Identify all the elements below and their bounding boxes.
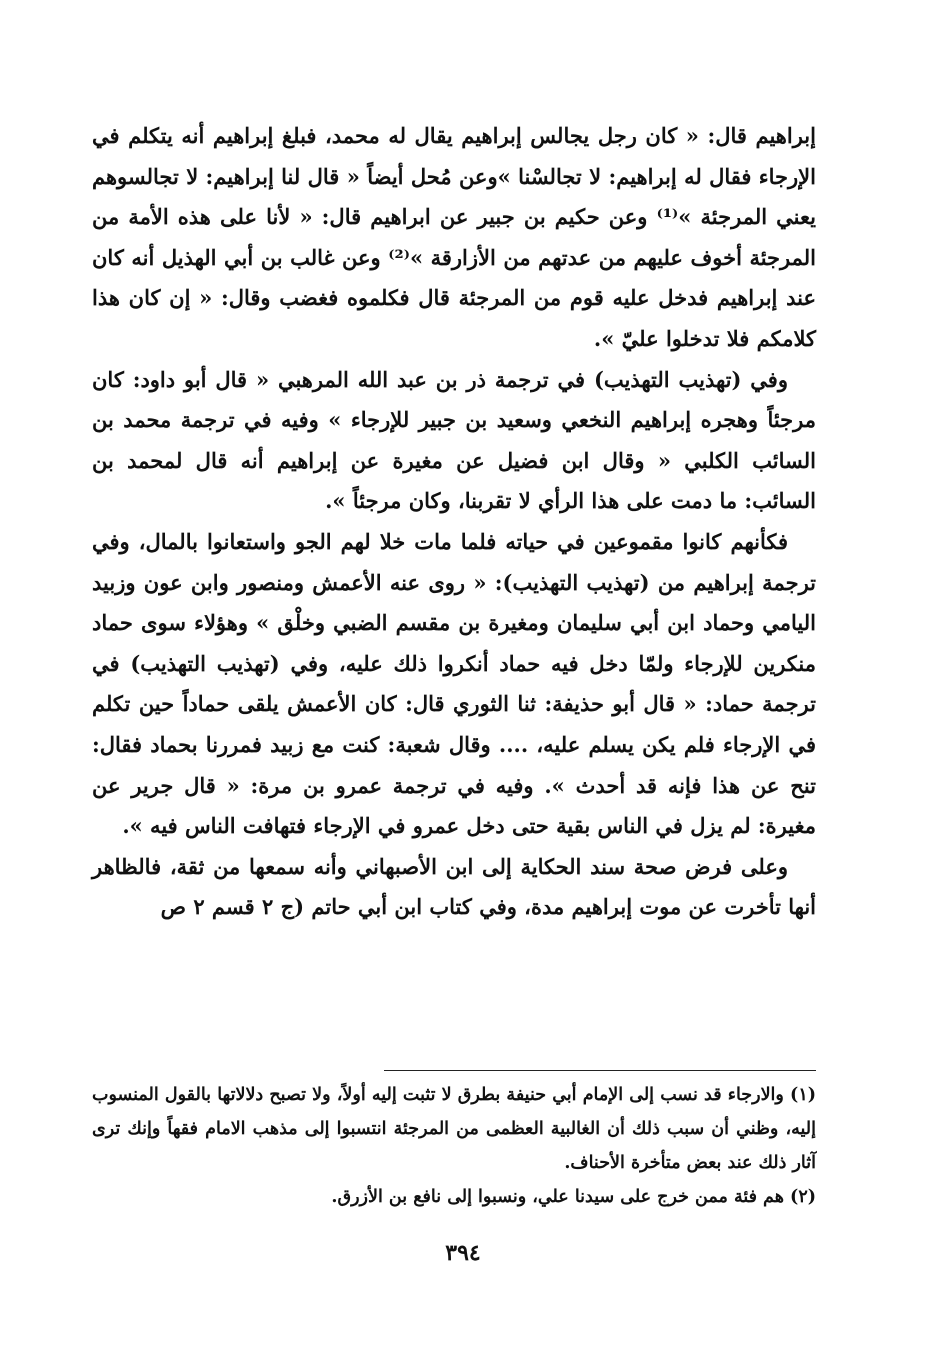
body-paragraph-4: وعلى فرض صحة سند الحكاية إلى ابن الأصبهاني وأنه سمعها من ثقة، فالظاهر أنها تأخرت عن موت إبراهيم مدة، وفي كتاب ابن أبي حاتم (ج ٢ قسم ٢ ص	[92, 853, 816, 920]
footnote-divider	[384, 1070, 816, 1071]
page-number: ٣٩٤	[445, 1240, 481, 1266]
footnotes	[92, 1078, 816, 1214]
body-paragraph-1: إبراهيم قال: « كان رجل يجالس إبراهيم يقال له محمد، فبلغ إبراهيم أنه يتكلم في الإرجاء فقال له إبراهيم: لا تجالسْنا »وعن مُحل أيضاً « قال لنا إبراهيم: لا تجالسوهم يعني المرجئة »⁽¹⁾ وعن حكيم بن جبير عن ابراهيم قال: « لأنا على هذه الأمة من المرجئة أخوف عليهم من عدتهم من الأزارقة »⁽²⁾ وعن غالب بن أبي الهذيل أنه كان عند إبراهيم فدخل عليه قوم من المرجئة قال فكلموه فغضب وقال: « إن كان هذا كلامكم فلا تدخلوا عليّ ».	[92, 123, 816, 351]
footnote-1: (١) والارجاء قد نسب إلى الإمام أبي حنيفة بطرق لا تثبت إليه أولاً، ولا تصبح دلالاتها بالقول المنسوب إليه، وظني أن سبب ذلك أن الغالبية العظمى من المرجئة انتسبوا إلى مذهب الامام فقهاً وإنك ترى آثار ذلك عند بعض متأخرة الأحناف.	[92, 1085, 816, 1173]
footnote-2: (٢) هم فئة ممن خرج على سيدنا علي، ونسبوا إلى نافع بن الأزرق.	[331, 1187, 816, 1207]
body-paragraph-2: وفي (تهذيب التهذيب) في ترجمة ذر بن عبد الله المرهبي « قال أبو داود: كان مرجئاً وهجره إبراهيم النخعي وسعيد بن جبير للإرجاء » وفيه في ترجمة محمد بن السائب الكلبي « وقال ابن فضيل عن مغيرة عن إبراهيم أنه قال لمحمد بن السائب: ما دمت على هذا الرأي لا تقربنا، وكان مرجئاً ».	[92, 366, 816, 514]
body-paragraph-3: فكأنهم كانوا مقموعين في حياته فلما مات خلا لهم الجو واستعانوا بالمال، وفي ترجمة إبراهيم من (تهذيب التهذيب): « روى عنه الأعمش ومنصور وابن عون وزبيد اليامي وحماد ابن أبي سليمان ومغيرة بن مقسم الضبي وخلْق » وهؤلاء سوى حماد منكرين للإرجاء ولمّا دخل فيه حماد أنكروا ذلك عليه، وفي (تهذيب التهذيب) في ترجمة حماد: « قال أبو حذيفة: ثنا الثوري قال: كان الأعمش يلقى حماداً حين تكلم في الإرجاء فلم يكن يسلم عليه، .... وقال شعبة: كنت مع زبيد فمررنا بحماد فقال: تنح عن هذا فإنه قد أحدث ». وفيه في ترجمة عمرو بن مرة: « قال جرير عن مغيرة: لم يزل في الناس بقية حتى دخل عمرو في الإرجاء فتهافت الناس فيه ».	[92, 528, 816, 839]
main-text	[92, 116, 816, 928]
